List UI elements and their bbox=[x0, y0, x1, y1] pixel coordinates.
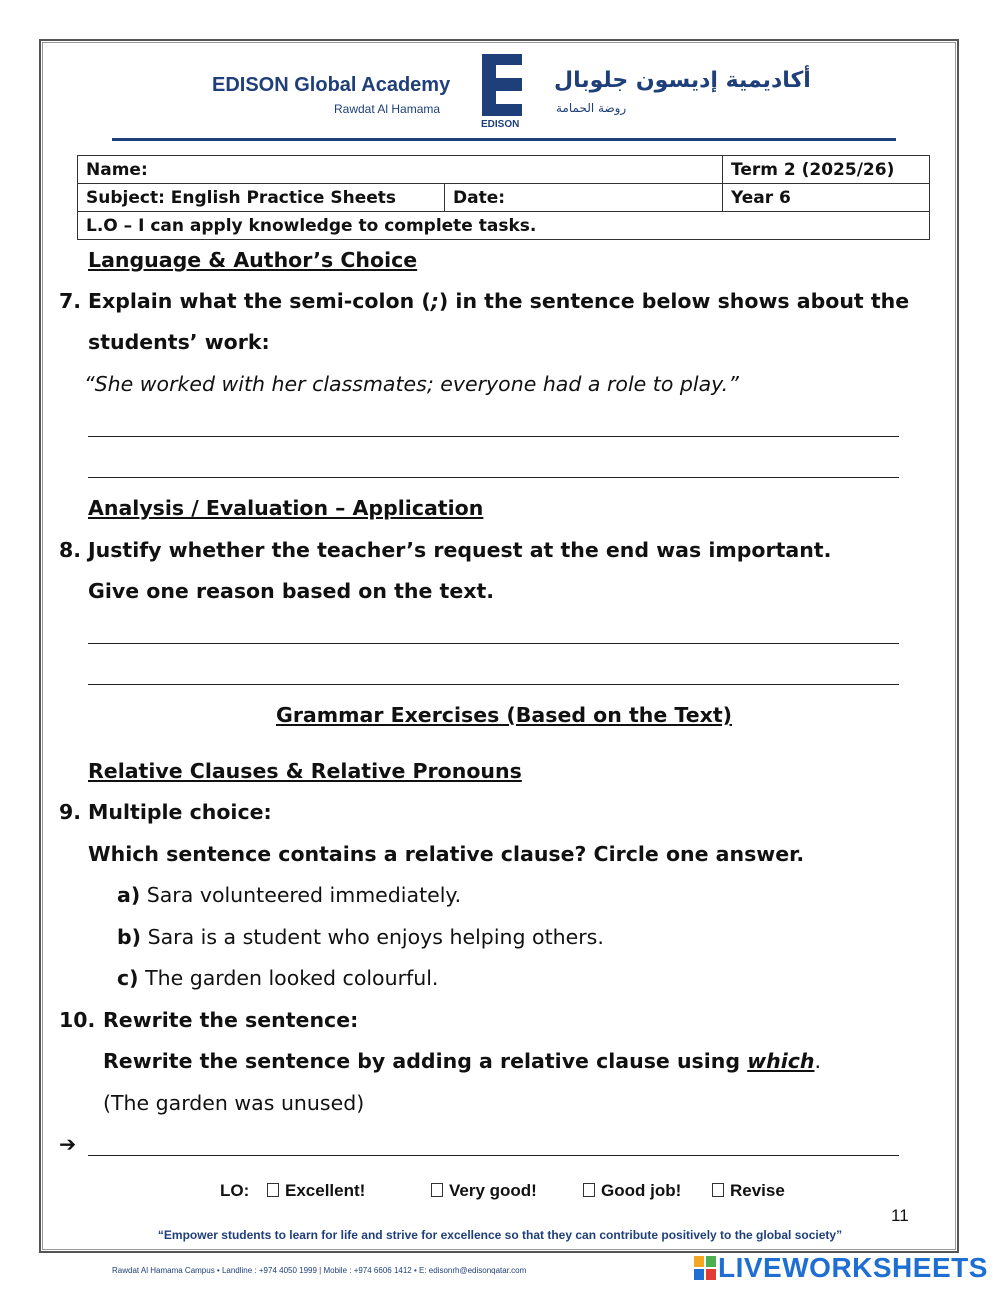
question-9-instruction: Which sentence contains a relative clause? Circle one answer. bbox=[88, 842, 805, 866]
school-motto: “Empower students to learn for life and strive for excellence so that they can contribute positively to the global society” bbox=[157, 1228, 843, 1242]
term-cell: Term 2 (2025/26) bbox=[723, 156, 930, 184]
grammar-subheading: Relative Clauses & Relative Pronouns bbox=[88, 759, 522, 783]
liveworksheets-wordmark[interactable]: LIVEWORKSHEETS bbox=[718, 1252, 988, 1283]
answer-line-8b[interactable] bbox=[88, 684, 899, 685]
option-a-text: Sara volunteered immediately. bbox=[146, 883, 462, 907]
answer-line-7b[interactable] bbox=[88, 477, 899, 478]
lo-choice-excellent-label: Excellent! bbox=[285, 1181, 366, 1200]
question-8-line-1: Justify whether the teacher’s request at the end was important. bbox=[88, 538, 832, 562]
option-b[interactable] bbox=[117, 925, 604, 949]
question-10-title: Rewrite the sentence: bbox=[103, 1008, 359, 1032]
instruction-period: . bbox=[814, 1049, 822, 1073]
question-7-line-2: students’ work: bbox=[88, 330, 270, 354]
name-cell[interactable]: Name: bbox=[78, 156, 723, 184]
lo-choice-revise[interactable] bbox=[712, 1181, 785, 1201]
question-7-text-a: Explain what the semi-colon ( bbox=[88, 289, 431, 313]
option-a[interactable] bbox=[117, 883, 461, 907]
option-b-label: b) bbox=[117, 925, 142, 949]
page-number: 11 bbox=[891, 1206, 909, 1225]
school-name-en: EDISON Global Academy bbox=[212, 74, 451, 96]
lo-choice-excellent[interactable] bbox=[267, 1181, 365, 1201]
answer-line-7a[interactable] bbox=[88, 436, 899, 437]
question-10-instruction: Rewrite the sentence by adding a relative clause using bbox=[103, 1049, 741, 1073]
question-10-sentence: (The garden was unused) bbox=[103, 1091, 365, 1115]
lo-choice-very-good[interactable] bbox=[431, 1181, 537, 1201]
arrow-icon: ➔ bbox=[59, 1132, 77, 1156]
option-c-text: The garden looked colourful. bbox=[145, 966, 439, 990]
liveworksheets-logo-icon bbox=[694, 1256, 716, 1280]
grammar-title: Grammar Exercises (Based on the Text) bbox=[276, 703, 732, 727]
checkbox-icon bbox=[712, 1183, 724, 1197]
question-10-instruction-line bbox=[103, 1049, 821, 1073]
question-10-number: 10. bbox=[59, 1008, 96, 1032]
campus-name-ar: روضة الحمامة bbox=[556, 101, 627, 115]
lo-cell: L.O – I can apply knowledge to complete tasks. bbox=[78, 212, 930, 240]
question-9-number: 9. bbox=[59, 800, 82, 824]
answer-line-8a[interactable] bbox=[88, 643, 899, 644]
option-b-text: Sara is a student who enjoys helping others. bbox=[147, 925, 604, 949]
lo-choice-very-good-label: Very good! bbox=[449, 1181, 537, 1200]
year-cell: Year 6 bbox=[723, 184, 930, 212]
lo-label: LO: bbox=[220, 1181, 250, 1200]
question-7-line-1 bbox=[88, 289, 909, 313]
question-7-quote: “She worked with her classmates; everyone had a role to play.” bbox=[84, 372, 739, 396]
keyword-which: which bbox=[747, 1049, 815, 1073]
option-c[interactable] bbox=[117, 966, 438, 990]
school-name-ar: أكاديمية إديسون جلوبال bbox=[554, 68, 811, 93]
checkbox-icon bbox=[583, 1183, 595, 1197]
edison-logo-icon bbox=[482, 54, 522, 116]
section-heading-language: Language & Author’s Choice bbox=[88, 248, 418, 272]
checkbox-icon bbox=[267, 1183, 279, 1197]
checkbox-icon bbox=[431, 1183, 443, 1197]
logo-word: EDISON bbox=[481, 119, 520, 130]
date-cell[interactable]: Date: bbox=[445, 184, 723, 212]
answer-line-10[interactable] bbox=[88, 1155, 899, 1156]
question-7-text-b: ) in the sentence below shows about the bbox=[438, 289, 910, 313]
option-c-label: c) bbox=[117, 966, 139, 990]
lo-choice-revise-label: Revise bbox=[730, 1181, 785, 1200]
semicolon-symbol: ; bbox=[430, 289, 439, 313]
lo-choice-good-job-label: Good job! bbox=[601, 1181, 682, 1200]
option-a-label: a) bbox=[117, 883, 141, 907]
info-table bbox=[77, 155, 930, 240]
section-heading-analysis: Analysis / Evaluation – Application bbox=[88, 496, 484, 520]
question-8-line-2: Give one reason based on the text. bbox=[88, 579, 495, 603]
footer-contact: Rawdat Al Hamama Campus • Landline : +974 4050 1999 | Mobile : +974 6606 1412 • E: edisonrh@edisonqatar.com bbox=[112, 1266, 527, 1275]
question-7-number: 7. bbox=[59, 289, 82, 313]
question-8-number: 8. bbox=[59, 538, 82, 562]
lo-choice-good-job[interactable] bbox=[583, 1181, 681, 1201]
campus-name-en: Rawdat Al Hamama bbox=[334, 102, 441, 116]
subject-cell: Subject: English Practice Sheets bbox=[78, 184, 445, 212]
question-9-title: Multiple choice: bbox=[88, 800, 272, 824]
header-divider bbox=[112, 138, 896, 141]
